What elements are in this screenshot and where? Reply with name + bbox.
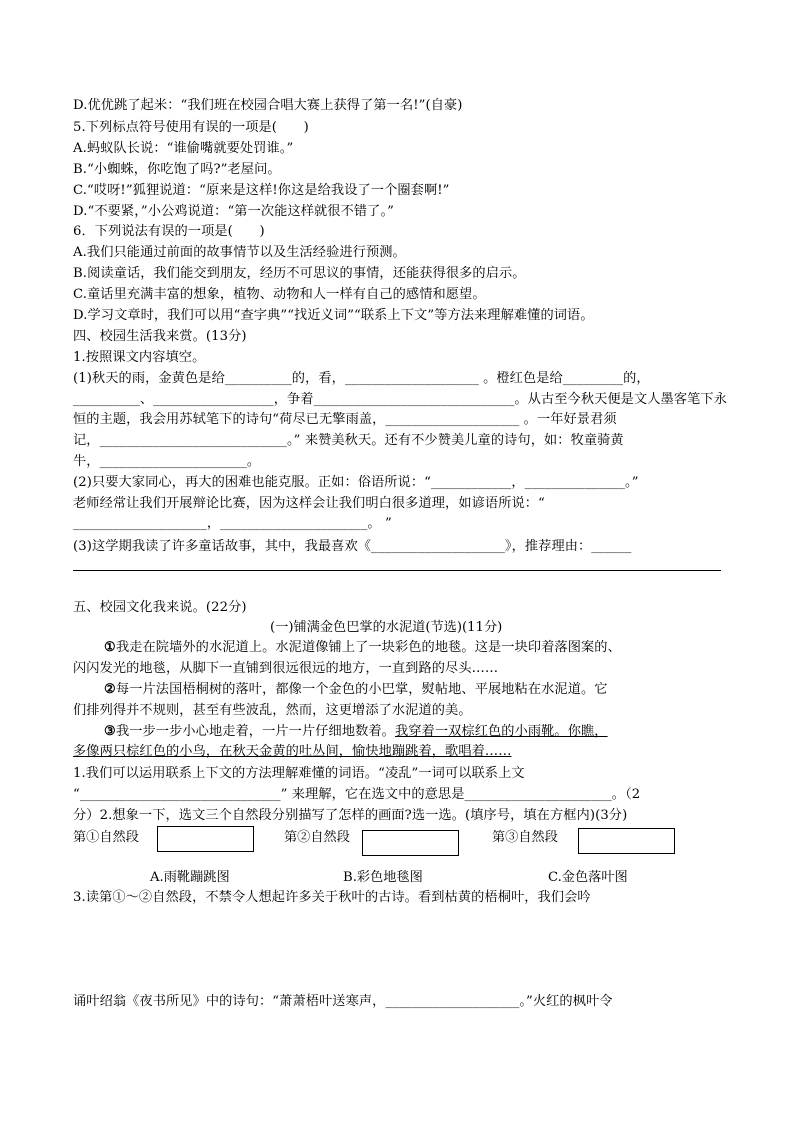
paragraph-number: ③ <box>104 724 116 739</box>
q6-option-d: D.学习文章时，我们可以用“查字典”“找近义词”“联系上下文”等方法来理解难懂的词语。 <box>73 308 594 323</box>
paragraph-1-answer-box[interactable] <box>157 826 254 852</box>
paragraph-3-label: 第③自然段 <box>492 830 558 845</box>
paragraph-2-label: 第②自然段 <box>284 830 350 845</box>
question-3-line-1: 3.读第①～②自然段，不禁令人想起许多关于秋叶的古诗。看到枯黄的梧桐叶，我们会吟 <box>73 890 591 905</box>
fill-blank-line-2: __________、__________________，争着______________________________。从古至今秋天便是文人墨客笔下永 <box>73 392 727 407</box>
proverb-line-3: ____________________，______________________。 ” <box>73 516 392 531</box>
passage-title: (一)铺满金色巴掌的水泥道(节选)(11分) <box>270 620 503 635</box>
option-b-label: B.彩色地毯图 <box>343 870 423 885</box>
answer-rule <box>73 570 721 571</box>
q6-option-c: C.童话里充满丰富的想象，植物、动物和人一样有自己的感情和愿望。 <box>73 287 486 302</box>
option-a-label: A.雨靴蹦跳图 <box>150 870 230 885</box>
paragraph-number: ② <box>104 682 116 697</box>
q5-option-b: B.“小蜘蛛，你吃饱了吗?”老屋问。 <box>73 162 281 177</box>
paragraph-3-answer-box[interactable] <box>578 828 675 854</box>
favorite-story-line: (3)这学期我读了许多童话故事，其中，我最喜欢《____________________》，推荐理由：______ <box>73 539 632 554</box>
passage-text: 每一片法国梧桐树的落叶，都像一个金色的小巴掌，熨帖地、平展地粘在水泥道。它 <box>115 682 608 697</box>
passage-paragraph-3-line-2: 多像两只棕红色的小鸟，在秋天金黄的吐丛间，愉快地蹦跳着，歌唱着…… <box>73 744 512 759</box>
q5-option-c: C.“哎呀!”狐狸说道：“原来是这样!你这是给我设了一个圈套啊!” <box>73 183 450 198</box>
fill-blank-line-1: (1)秋天的雨，金黄色是给__________的，看，____________________ 。橙红色是给_________的， <box>73 371 650 386</box>
question-2-line: 分）2.想象一下，选文三个自然段分别描写了怎样的画面?选一选。(填序号，填在方框内)(3分) <box>73 808 628 823</box>
q6-stem: 6．下列说法有误的一项是( ) <box>73 224 265 239</box>
q4-option-d: D.优优跳了起米：“我们班在校园合唱大赛上获得了第一名!”(自豪) <box>73 98 463 113</box>
passage-text: 我一步一步小心地走着，一片一片仔细地数着。 <box>115 724 395 739</box>
passage-paragraph-1-line-2: 闪闪发光的地毯，从脚下一直铺到很远很远的地方，一直到路的尽头…… <box>73 661 499 676</box>
q5-option-d: D.“不要紧，”小公鸡说道：“第一次能这样就很不错了。” <box>73 204 394 219</box>
proverb-line-1: (2)只要大家同心，再大的困难也能克服。正如：俗语所说：“____________，_______________。” <box>73 475 639 490</box>
passage-text: 我走在院墙外的水泥道上。水泥道像铺上了一块彩色的地毯。这是一块印着落图案的、 <box>115 640 621 655</box>
passage-paragraph-2-line-2: 们排列得并不规则，甚至有些波乱，然而，这更增添了水泥道的美。 <box>73 703 472 718</box>
q5-option-a: A.蚂蚁队长说：“谁偷嘴就要处罚谁。” <box>73 141 294 156</box>
q5-stem: 5.下列标点符号使用有误的一项是( ) <box>73 120 309 135</box>
proverb-line-2: 老师经常让我们开展辩论比赛，因为这样会让我们明白很多道理，如谚语所说：“ <box>73 496 545 511</box>
question-1-line-1: 1.我们可以运用联系上下文的方法理解难懂的词语。“凌乱”一词可以联系上文 <box>73 766 525 781</box>
passage-paragraph-3-line-1 <box>104 722 608 742</box>
paragraph-1-label: 第①自然段 <box>73 830 139 845</box>
paragraph-number: ① <box>104 640 116 655</box>
question-1-line-2: “______________________________” 来理解，它在选文中的意思是______________________。（2 <box>73 787 641 802</box>
passage-paragraph-2-line-1 <box>104 680 608 700</box>
section-five-heading: 五、校园文化我来说。(22分) <box>73 600 247 615</box>
fill-blank-instruction: 1.按照课文内容填空。 <box>73 350 206 365</box>
section-four-heading: 四、校园生活我来赏。(13分) <box>73 329 247 344</box>
option-c-label: C.金色落叶图 <box>548 870 628 885</box>
fill-blank-line-5: 牛，______________________。 <box>73 454 261 469</box>
underlined-sentence: 我穿着一双棕红色的小雨靴。你瞧， <box>394 724 608 739</box>
fill-blank-line-4: 记，____________________________。” 来赞美秋天。还有不少赞美儿童的诗句，如：牧童骑黄 <box>73 433 624 448</box>
paragraph-2-answer-box[interactable] <box>362 830 459 856</box>
q6-option-b: B.阅读童话，我们能交到朋友，经历不可思议的事情，还能获得很多的启示。 <box>73 266 526 281</box>
passage-paragraph-1-line-1 <box>104 638 621 658</box>
q6-option-a: A.我们只能通过前面的故事情节以及生活经验进行预测。 <box>73 245 406 260</box>
question-3-line-2: 诵叶绍翁《夜书所见》中的诗句：“萧萧梧叶送寒声，____________________。”火红的枫叶令 <box>73 994 613 1009</box>
fill-blank-line-3: 恒的主题，我会用苏轼笔下的诗句“荷尽已无擎雨盖，____________________ 。一年好景君须 <box>73 412 617 427</box>
